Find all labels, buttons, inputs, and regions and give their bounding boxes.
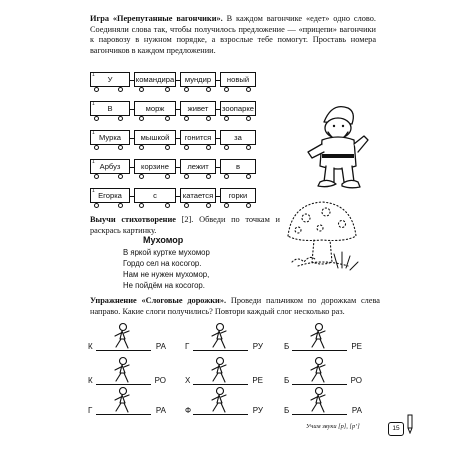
path-end-syllable: РА — [155, 406, 166, 415]
syllable-paths-title: Упражнение «Слоговые дорожки». — [90, 296, 227, 305]
wagon[interactable] — [134, 130, 176, 145]
running-child-icon — [112, 386, 132, 414]
wagon-word: мундир — [184, 75, 212, 84]
learn-poem-text: Обведи по точкам и раскрась картинку. — [90, 215, 280, 235]
train-3 — [90, 126, 256, 154]
path-end-syllable: РО — [350, 376, 362, 385]
wagon-word: Егорка — [98, 191, 122, 200]
wagon-word: живет — [187, 104, 209, 113]
wagon-word: в — [235, 162, 241, 171]
running-child-icon — [209, 386, 229, 414]
wagon[interactable] — [134, 188, 176, 203]
path-start-letter: Г — [185, 342, 190, 351]
learn-poem-instructions — [90, 215, 280, 236]
path-start-letter: Б — [284, 376, 290, 385]
wagon[interactable] — [180, 130, 216, 145]
train-1 — [90, 68, 256, 96]
path-end-syllable: РЕ — [351, 342, 362, 351]
wagon[interactable] — [180, 188, 216, 203]
running-child-icon — [112, 356, 132, 384]
syllable-paths-text: Проведи пальчиком по дорожкам слева направо. Какие слоги получились? Повтори каждый слог несколько раз. — [90, 296, 380, 316]
wagon[interactable] — [90, 101, 130, 116]
path-start-letter: К — [88, 342, 93, 351]
wagon-number: 1 — [92, 130, 95, 136]
path-end-syllable: РУ — [252, 342, 263, 351]
poem-line: Нам не нужен мухомор, — [123, 270, 210, 279]
wagon[interactable] — [220, 130, 256, 145]
gnome-illustration — [302, 100, 372, 192]
poem-line: В яркой куртке мухомор — [123, 248, 210, 257]
poem-title: Мухомор — [143, 235, 184, 245]
train-game-instructions — [90, 14, 376, 56]
footer-topic: Учим звуки [р], [р’] — [306, 423, 360, 430]
wagon-word: Мурка — [98, 133, 122, 142]
running-child-icon — [209, 322, 229, 350]
page-number: 15 — [388, 422, 404, 436]
wagon[interactable] — [134, 101, 176, 116]
wagon[interactable] — [180, 72, 216, 87]
page-footer — [306, 422, 416, 436]
poem-line: Не пойдём на косогор. — [123, 281, 205, 290]
wagon[interactable] — [90, 130, 130, 145]
path-end-syllable: РА — [155, 342, 166, 351]
wagon-word: корзине — [141, 162, 169, 171]
wagon[interactable] — [180, 159, 216, 174]
wagon-number: 1 — [92, 101, 95, 107]
wagon[interactable] — [180, 101, 216, 116]
wagon[interactable] — [90, 188, 130, 203]
path-end-syllable: РУ — [252, 406, 263, 415]
running-child-icon — [209, 356, 229, 384]
pencil-icon — [404, 414, 416, 434]
running-child-icon — [308, 356, 328, 384]
path-start-letter: Х — [185, 376, 191, 385]
wagon-word: новый — [226, 75, 250, 84]
wagon-number: 1 — [92, 72, 95, 78]
learn-poem-ref: [2]. — [175, 215, 194, 224]
wagon[interactable] — [90, 72, 130, 87]
path-end-syllable: РА — [351, 406, 362, 415]
syllable-paths-instructions — [90, 296, 380, 317]
wagon-word: В — [107, 104, 113, 113]
syllable-path[interactable] — [185, 386, 263, 426]
wagon-word: горки — [228, 191, 248, 200]
train-game-text: В каждом вагончике «едет» одно слово. Соединяли слова так, чтобы получилось предложение — «прицепи» вагончики к паровозу в нужном порядке, а взрослые тебе помогут. Проставь номера вагончиков в каждом предложении. — [90, 14, 376, 55]
wagon[interactable] — [134, 72, 176, 87]
wagon-word: Арбуз — [99, 162, 121, 171]
wagon-word: за — [234, 133, 242, 142]
wagon-word: лежит — [187, 162, 209, 171]
wagon-word: катается — [182, 191, 214, 200]
wagon-word: морж — [145, 104, 165, 113]
train-5 — [90, 184, 256, 212]
wagon-word: У — [107, 75, 113, 84]
wagon[interactable] — [220, 188, 256, 203]
wagon[interactable] — [220, 101, 256, 116]
learn-poem-title: Выучи стихотворение — [90, 215, 176, 224]
wagon-word: мышкой — [140, 133, 170, 142]
train-2 — [90, 97, 256, 125]
path-end-syllable: РЕ — [252, 376, 263, 385]
syllable-path[interactable] — [88, 386, 166, 426]
train-4 — [90, 155, 256, 183]
wagon-word: зоопарке — [221, 104, 255, 113]
wagon[interactable] — [220, 159, 256, 174]
path-start-letter: Б — [284, 406, 290, 415]
wagon-word: с — [153, 191, 157, 200]
wagon-word: командира — [135, 75, 175, 84]
path-start-letter: К — [88, 376, 93, 385]
wagon[interactable] — [90, 159, 130, 174]
running-child-icon — [308, 322, 328, 350]
wagon-word: гонится — [184, 133, 212, 142]
wagon[interactable] — [134, 159, 176, 174]
path-start-letter: Б — [284, 342, 290, 351]
wagon-number: 1 — [92, 159, 95, 165]
running-child-icon — [112, 322, 132, 350]
path-end-syllable: РО — [154, 376, 166, 385]
path-start-letter: Ф — [185, 406, 192, 415]
poem-line: Гордо сел на косогор. — [123, 259, 202, 268]
train-game-title: Игра «Перепутанные вагончики». — [90, 14, 223, 23]
path-start-letter: Г — [88, 406, 93, 415]
running-child-icon — [308, 386, 328, 414]
syllable-path[interactable] — [284, 386, 362, 426]
wagon-number: 1 — [92, 188, 95, 194]
mushroom-dotted-illustration[interactable] — [276, 196, 372, 278]
wagon[interactable] — [220, 72, 256, 87]
